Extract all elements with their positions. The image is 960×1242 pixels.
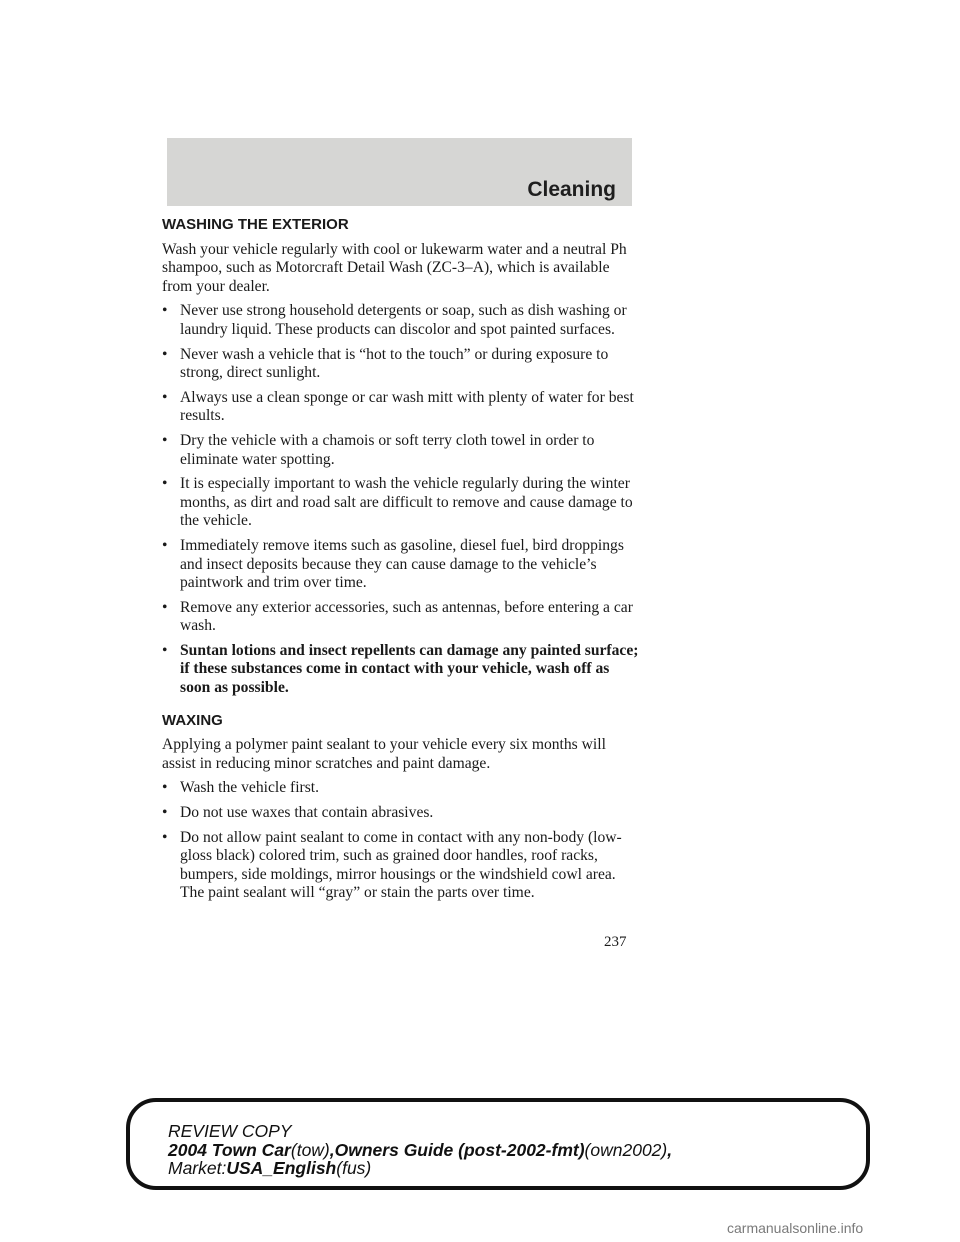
page-content: [162, 216, 642, 909]
list-item: • Wash the vehicle first.: [162, 779, 320, 797]
list-item: • Always use a clean sponge or car wash mitt with plenty of water for best results.: [162, 388, 634, 425]
washing-heading: WASHING THE EXTERIOR: [162, 216, 349, 233]
bullet-icon: •: [162, 345, 168, 363]
washing-intro: Wash your vehicle regularly with cool or lukewarm water and a neutral Ph shampoo, such as Motorcraft Detail Wash (ZC-3–A), which is available from your dealer.: [162, 240, 627, 295]
list-item: • Never use strong household detergents or soap, such as dish washing or laundry liquid. These products can discolor and spot painted surfaces.: [162, 302, 627, 338]
list-item: • It is especially important to wash the vehicle regularly during the winter months, as dirt and road salt are difficult to remove and cause damage to the vehicle.: [162, 475, 633, 530]
header-band: [167, 138, 632, 206]
watermark-link[interactable]: carmanualsonline.info: [727, 1220, 864, 1236]
list-item: • Do not allow paint sealant to come in contact with any non-body (low-gloss black) colored trim, such as grained door handles, roof racks, bumpers, side moldings, mirror housings or the windshield cowl area. The paint sealant will “gray” or stain the parts over time.: [162, 828, 622, 902]
review-label: REVIEW COPY: [168, 1121, 292, 1141]
bullet-icon: •: [162, 779, 168, 797]
waxing-bullets: [162, 779, 642, 903]
waxing-heading: WAXING: [162, 711, 223, 729]
bullet-icon: •: [162, 431, 168, 449]
bullet-icon: •: [162, 536, 168, 554]
bullet-icon: •: [162, 804, 168, 822]
bullet-icon: •: [162, 828, 168, 846]
review-copy-text: [168, 1122, 672, 1178]
page-number: 237: [604, 934, 627, 950]
bullet-icon: •: [162, 302, 168, 320]
section-title: Cleaning: [527, 178, 616, 201]
washing-bullets: [162, 302, 642, 697]
bullet-icon: •: [162, 475, 168, 493]
list-item: • Immediately remove items such as gasoline, diesel fuel, bird droppings and insect deposits because they can cause damage to the vehicle’s paintwork and trim over time.: [162, 536, 624, 592]
list-item: • Never wash a vehicle that is “hot to the touch” or during exposure to strong, direct sunlight.: [162, 345, 609, 382]
list-item: • Remove any exterior accessories, such as antennas, before entering a car wash.: [162, 598, 633, 635]
waxing-intro: Applying a polymer paint sealant to your vehicle every six months will assist in reducing minor scratches and paint damage.: [162, 736, 606, 772]
review-copy-box: [126, 1098, 870, 1190]
list-item: • Dry the vehicle with a chamois or soft terry cloth towel in order to eliminate water spotting.: [162, 431, 595, 468]
bullet-icon: •: [162, 598, 168, 616]
list-item: • Do not use waxes that contain abrasives.: [162, 804, 434, 822]
bullet-icon: •: [162, 388, 168, 406]
review-market-line: Market:USA_English(fus): [168, 1158, 372, 1178]
review-model-line: 2004 Town Car(tow),Owners Guide (post-2002-fmt)(own2002),: [168, 1139, 673, 1160]
bullet-icon: •: [162, 641, 168, 659]
warning-list-item: • Suntan lotions and insect repellents can damage any painted surface; if these substances come in contact with your vehicle, wash off as soon as possible.: [162, 641, 639, 697]
